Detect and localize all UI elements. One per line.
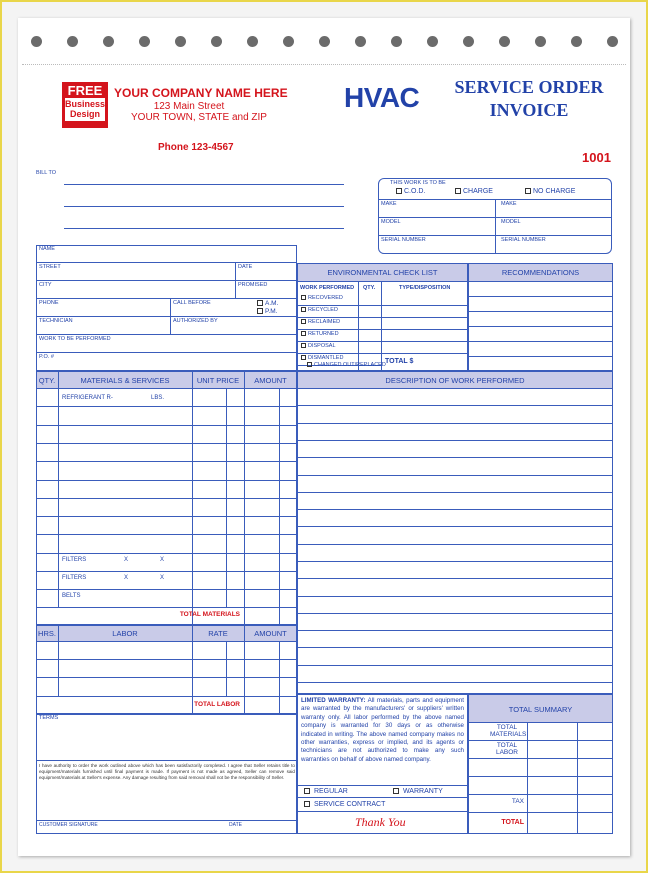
binder-hole [499, 36, 510, 47]
env-qty-header: QTY. [363, 285, 376, 291]
labor-title-header: LABOR [112, 629, 138, 638]
rule [36, 334, 297, 335]
materials-amount-header: AMOUNT [254, 376, 287, 385]
rule [36, 280, 297, 281]
rule [468, 812, 613, 813]
rule [468, 758, 613, 759]
env-item-reclaimed[interactable] [301, 319, 340, 325]
terms-date-label: DATE [229, 822, 242, 828]
description-row-line[interactable] [297, 423, 613, 424]
binder-hole [355, 36, 366, 47]
service-contract-checkbox[interactable] [304, 801, 385, 808]
rule [244, 625, 245, 714]
binder-hole [283, 36, 294, 47]
company-phone: Phone 123-4567 [158, 142, 234, 153]
service-contract-box-icon [304, 801, 310, 807]
no-charge-checkbox[interactable] [525, 188, 575, 195]
description-row-line[interactable] [297, 544, 613, 545]
env-item-label: RETURNED [308, 331, 339, 337]
filters-label-2: FILTERS [62, 575, 87, 581]
binder-hole [427, 36, 438, 47]
logo-line1: FREE [67, 83, 103, 98]
binder-hole [67, 36, 78, 47]
regular-checkbox[interactable] [304, 788, 348, 795]
binder-hole [535, 36, 546, 47]
rule [297, 785, 468, 786]
bill-to-line-2[interactable] [64, 206, 344, 207]
logo-line3: Design [69, 109, 100, 119]
checkbox-icon [301, 343, 306, 348]
description-row-line[interactable] [297, 492, 613, 493]
rule [468, 794, 613, 795]
rule [381, 281, 382, 371]
description-row-line[interactable] [297, 613, 613, 614]
materials-row-line[interactable] [36, 498, 297, 499]
am-label: A.M. [265, 300, 279, 307]
binder-hole [319, 36, 330, 47]
service-contract-label: SERVICE CONTRACT [313, 801, 386, 808]
description-row-line[interactable] [297, 596, 613, 597]
description-row-line[interactable] [297, 561, 613, 562]
materials-qty-header: QTY. [38, 376, 56, 385]
rule [36, 352, 297, 353]
cod-label: C.O.D. [404, 188, 426, 195]
env-item-disposal[interactable] [301, 343, 336, 349]
env-item-label: DISPOSAL [308, 343, 336, 349]
regular-box-icon [304, 788, 310, 794]
materials-row-line[interactable] [36, 425, 297, 426]
terms-text: I have authority to order the work outlined above which has been satisfactorily completed. I agree that Seller retains title to equipment/materials furnished until final payment is made. If payment is not made as agreed, Seller can remove said equipment/materials at Seller's expense. Any damage resulting from said removal shall not be the responsibility of Seller. [39, 763, 295, 780]
description-row-line[interactable] [297, 388, 613, 389]
summary-tax-label: TAX [511, 798, 524, 805]
description-box [297, 371, 613, 694]
materials-row-line[interactable] [36, 461, 297, 462]
description-row-line[interactable] [297, 630, 613, 631]
env-row-line [297, 353, 468, 354]
materials-title-header: MATERIALS & SERVICES [80, 376, 170, 385]
rule [297, 811, 468, 812]
make-label-1: MAKE [381, 201, 397, 207]
description-row-line[interactable] [297, 665, 613, 666]
description-row-line[interactable] [297, 457, 613, 458]
rule [468, 722, 613, 723]
am-checkbox[interactable] [257, 300, 278, 307]
recommendation-line[interactable] [468, 311, 613, 312]
checkbox-icon [301, 307, 306, 312]
warranty-text: All materials, parts and equipment are warranted by the manufacturers' or suppliers' written warranty only. All labor performed by the above named company is warranted for 30 days or as otherwise indicated in writing. The above named company makes no other warranties, express or implied, and its agents or technicians are not authorized to make any such warranties on behalf of above named company. [301, 697, 464, 763]
rule [36, 677, 297, 678]
am-box-icon [257, 300, 263, 306]
x-label-2a: X [124, 575, 129, 581]
date-label: DATE [238, 264, 253, 270]
rule [58, 625, 59, 696]
company-city: YOUR TOWN, STATE and ZIP [131, 112, 267, 123]
belts-label: BELTS [62, 593, 81, 599]
binder-hole [175, 36, 186, 47]
description-row-line[interactable] [297, 405, 613, 406]
description-row-line[interactable] [297, 440, 613, 441]
checkbox-icon [301, 355, 306, 360]
rule [36, 298, 297, 299]
env-item-dismantled[interactable] [301, 355, 343, 361]
bill-to-line-1[interactable] [64, 184, 344, 185]
phone-label: PHONE [39, 300, 59, 306]
description-row-line[interactable] [297, 647, 613, 648]
pm-checkbox[interactable] [257, 308, 278, 315]
signature-label: CUSTOMER SIGNATURE [39, 822, 98, 828]
terms-label: TERMS [39, 715, 59, 721]
summary-title: TOTAL SUMMARY [508, 705, 573, 714]
street-label: STREET [39, 264, 61, 270]
refrigerant-label: REFRIGERANT R- [62, 395, 113, 401]
serial-label-1: SERIAL NUMBER [381, 237, 426, 243]
promised-label: PROMISED [238, 282, 268, 288]
binder-hole [31, 36, 42, 47]
env-item-recycled[interactable] [301, 307, 338, 313]
materials-row-line[interactable] [36, 516, 297, 517]
city-label: CITY [39, 282, 52, 288]
checkbox-icon [301, 331, 306, 336]
checkbox-icon [301, 295, 306, 300]
x-label-1a: X [124, 557, 129, 563]
summary-materials-label: TOTAL MATERIALS [490, 724, 527, 738]
rule [36, 696, 297, 697]
description-title: DESCRIPTION OF WORK PERFORMED [385, 376, 525, 385]
rule [297, 797, 468, 798]
recommendation-line[interactable] [468, 326, 613, 327]
rule [527, 722, 528, 834]
recommendations-title: RECOMMENDATIONS [501, 268, 580, 277]
thank-you-text: Thank You [355, 815, 406, 829]
materials-row-line[interactable] [36, 406, 297, 407]
binder-hole [103, 36, 114, 47]
regular-label: REGULAR [313, 788, 348, 795]
charge-label: CHARGE [463, 188, 493, 195]
company-street: 123 Main Street [153, 101, 225, 112]
env-row-line [297, 317, 468, 318]
model-label-2: MODEL [501, 219, 521, 225]
rule [297, 281, 468, 282]
work-to-perform-label: WORK TO BE PERFORMED [39, 336, 111, 342]
rule [36, 641, 297, 642]
charge-checkbox[interactable] [455, 188, 493, 195]
env-item-label: DISMANTLED [308, 355, 344, 361]
company-name: YOUR COMPANY NAME HERE [114, 86, 288, 100]
warranty-box-icon [393, 788, 399, 794]
materials-row-line[interactable] [36, 589, 297, 590]
env-row-line [297, 329, 468, 330]
logo-line2: Business [65, 99, 106, 109]
binder-hole [391, 36, 402, 47]
bill-to-label: BILL TO [36, 170, 57, 176]
serial-label-2: SERIAL NUMBER [501, 237, 546, 243]
warranty-heading: LIMITED WARRANTY: [301, 697, 366, 704]
binder-hole [571, 36, 582, 47]
rule [226, 641, 227, 696]
description-row-line[interactable] [297, 526, 613, 527]
env-work-performed-header: WORK PERFORMED [300, 285, 355, 291]
description-row-line[interactable] [297, 682, 613, 683]
model-label-1: MODEL [381, 219, 401, 225]
warranty-text-block [301, 697, 464, 764]
materials-row-line[interactable] [36, 571, 297, 572]
recommendation-line[interactable] [468, 341, 613, 342]
binder-hole [463, 36, 474, 47]
rule [36, 262, 297, 263]
env-item-label: RECYCLED [308, 307, 338, 313]
rule [468, 776, 613, 777]
lbs-label: LBS. [151, 395, 165, 401]
env-item-label: RECLAIMED [308, 319, 341, 325]
title-hvac: HVAC [344, 82, 420, 113]
binder-hole [211, 36, 222, 47]
rule [36, 760, 297, 761]
binder-hole [139, 36, 150, 47]
summary-total-label: TOTAL [501, 819, 524, 826]
rule [358, 281, 359, 371]
no-charge-label: NO CHARGE [533, 188, 576, 195]
materials-row-line[interactable] [36, 553, 297, 554]
rule [36, 316, 297, 317]
binder-hole [247, 36, 258, 47]
warranty-label: WARRANTY [402, 788, 443, 795]
title-invoice: INVOICE [489, 100, 569, 120]
materials-row-line[interactable] [36, 480, 297, 481]
env-item-label: RECOVERED [308, 295, 343, 301]
po-label: P.O. # [39, 354, 54, 360]
materials-unit-price-header: UNIT PRICE [196, 376, 240, 385]
cod-checkbox[interactable] [396, 188, 425, 195]
env-title: ENVIRONMENTAL CHECK LIST [327, 268, 438, 277]
materials-row-line[interactable] [36, 443, 297, 444]
filters-label-1: FILTERS [62, 557, 87, 563]
env-changed-out-item[interactable] [307, 362, 386, 368]
total-labor-label: TOTAL LABOR [194, 701, 240, 708]
bill-to-line-3[interactable] [64, 228, 344, 229]
checkbox-icon [301, 319, 306, 324]
rule [36, 820, 297, 821]
recommendation-line[interactable] [468, 356, 613, 357]
no-charge-box-icon [525, 188, 531, 194]
summary-labor-label: TOTAL LABOR [495, 742, 519, 756]
authorized-by-label: AUTHORIZED BY [173, 318, 218, 324]
total-materials-label: TOTAL MATERIALS [179, 611, 240, 618]
x-label-1b: X [160, 557, 165, 563]
env-type-header: TYPE/DISPOSITION [399, 285, 451, 291]
env-item-returned[interactable] [301, 331, 339, 337]
env-total-label: TOTAL $ [385, 358, 414, 365]
materials-row-line[interactable] [36, 534, 297, 535]
make-label-2: MAKE [501, 201, 517, 207]
work-type-heading: THIS WORK IS TO BE [390, 180, 446, 186]
materials-row-line[interactable] [36, 388, 297, 389]
env-row-line [297, 305, 468, 306]
env-item-recovered[interactable] [301, 295, 343, 301]
description-row-line[interactable] [297, 509, 613, 510]
name-label: NAME [39, 246, 55, 252]
perforation-line [22, 64, 626, 65]
charge-box-icon [455, 188, 461, 194]
description-row-line[interactable] [297, 578, 613, 579]
labor-amount-header: AMOUNT [254, 629, 287, 638]
pm-label: P.M. [265, 308, 278, 315]
rule [577, 722, 578, 834]
title-service-order: SERVICE ORDER [454, 77, 604, 97]
description-row-line[interactable] [297, 475, 613, 476]
rule [468, 740, 613, 741]
rule [495, 199, 496, 254]
order-number: 1001 [582, 150, 611, 165]
labor-hrs-header: HRS. [38, 629, 56, 638]
call-before-label: CALL BEFORE [173, 300, 211, 306]
x-label-2b: X [160, 575, 165, 581]
labor-rate-header: RATE [208, 629, 228, 638]
rule [36, 659, 297, 660]
cod-box-icon [396, 188, 402, 194]
logo [62, 82, 108, 128]
rule [36, 607, 297, 608]
warranty-checkbox[interactable] [393, 788, 443, 795]
technician-label: TECHNICIAN [39, 318, 73, 324]
env-changed-label: CHANGED OUT/REPLACED [314, 362, 386, 368]
pm-box-icon [257, 308, 263, 314]
checkbox-icon [307, 362, 312, 367]
rule [468, 281, 613, 282]
binder-hole [607, 36, 618, 47]
recommendation-line[interactable] [468, 296, 613, 297]
env-row-line [297, 341, 468, 342]
